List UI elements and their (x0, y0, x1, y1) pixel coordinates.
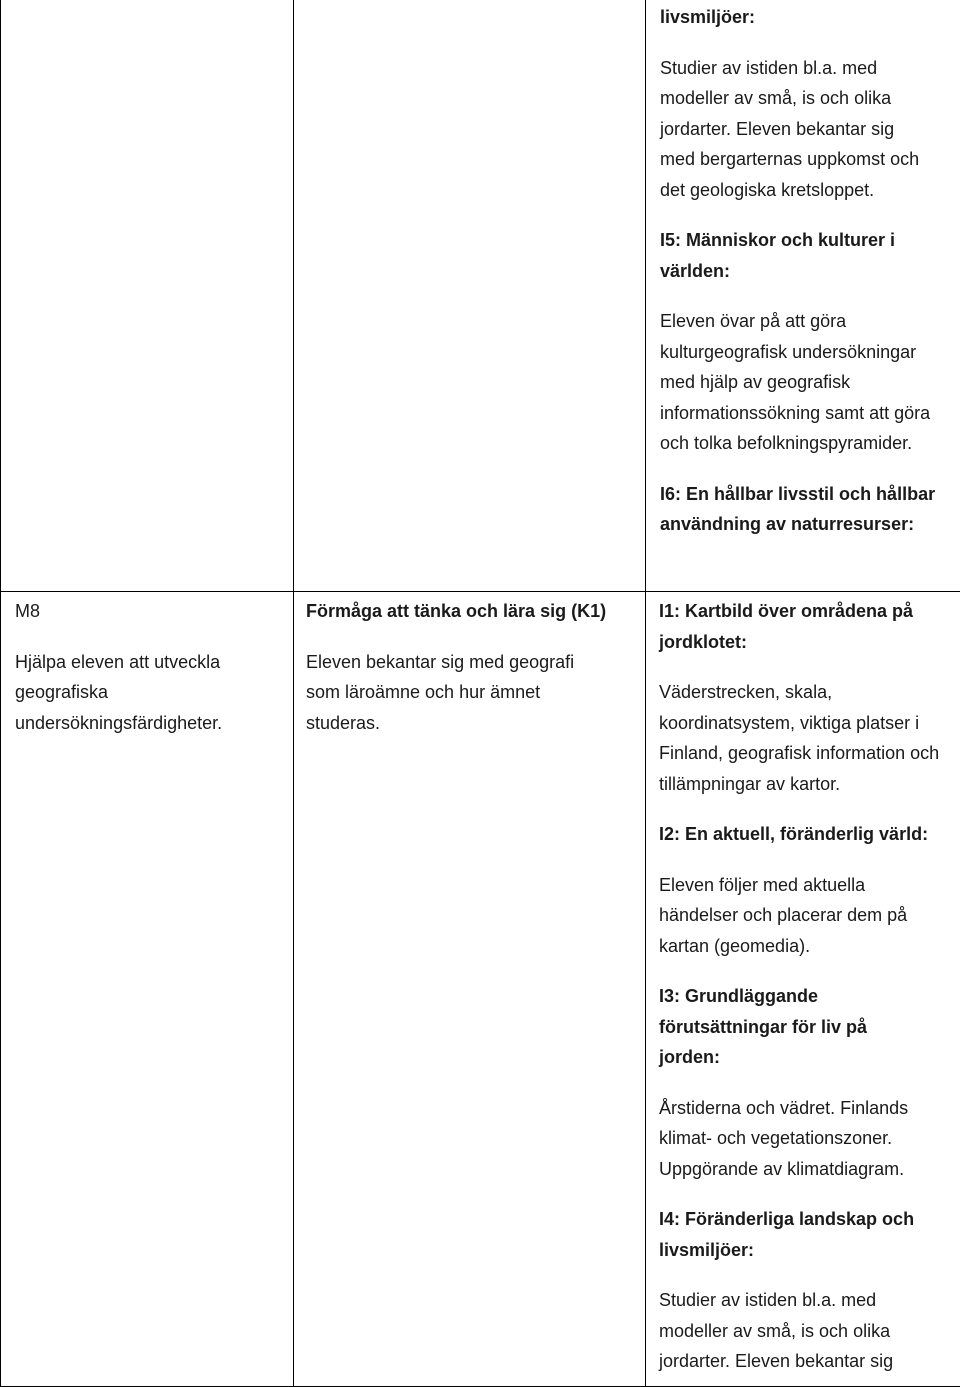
competence-cell (294, 592, 646, 1387)
content-areas-cell (646, 592, 960, 1387)
content-body: Studier av istiden bl.a. med modeller av små, is och olika jordarter. Eleven bekantar sig (659, 1285, 929, 1377)
goal-cell (1, 592, 294, 1387)
competence-heading: Förmåga att tänka och lära sig (K1) (306, 596, 637, 627)
content-body: Eleven övar på att göra kulturgeografisk undersökningar med hjälp av geografisk informationssökning samt att göra och tolka befolkningspyramider. (660, 306, 950, 459)
table-row (1, 0, 960, 592)
content-heading: I2: En aktuell, föränderlig värld: (659, 819, 954, 850)
content-heading: I3: Grundläggande förutsättningar för liv på jorden: (659, 981, 899, 1073)
content-body: Eleven följer med aktuella händelser och placerar dem på kartan (geomedia). (659, 870, 944, 962)
content-heading: I4: Föränderliga landskap och livsmiljöer: (659, 1204, 934, 1265)
goal-code: M8 (15, 596, 285, 627)
content-body: Väderstrecken, skala, koordinatsystem, viktiga platser i Finland, geografisk information och tillämpningar av kartor. (659, 677, 949, 799)
content-heading: I5: Människor och kulturer i världen: (660, 225, 930, 286)
table-row (1, 592, 960, 1387)
content-body: Studier av istiden bl.a. med modeller av små, is och olika jordarter. Eleven bekantar sig med bergarternas uppkomst och det geologiska kretsloppet. (660, 53, 930, 206)
content-heading: livsmiljöer: (660, 2, 950, 33)
content-heading: I1: Kartbild över områdena på jordklotet: (659, 596, 939, 657)
goal-text: Hjälpa eleven att utveckla geografiska undersökningsfärdigheter. (15, 647, 260, 739)
content-body: Årstiderna och vädret. Finlands klimat- och vegetationszoner. Uppgörande av klimatdiagram. (659, 1093, 939, 1185)
content-heading: I6: En hållbar livsstil och hållbar användning av naturresurser: (660, 479, 950, 540)
competence-text: Eleven bekantar sig med geografi som läroämne och hur ämnet studeras. (306, 647, 606, 739)
empty-cell (294, 0, 646, 592)
empty-cell (1, 0, 294, 592)
content-areas-cell (646, 0, 960, 592)
